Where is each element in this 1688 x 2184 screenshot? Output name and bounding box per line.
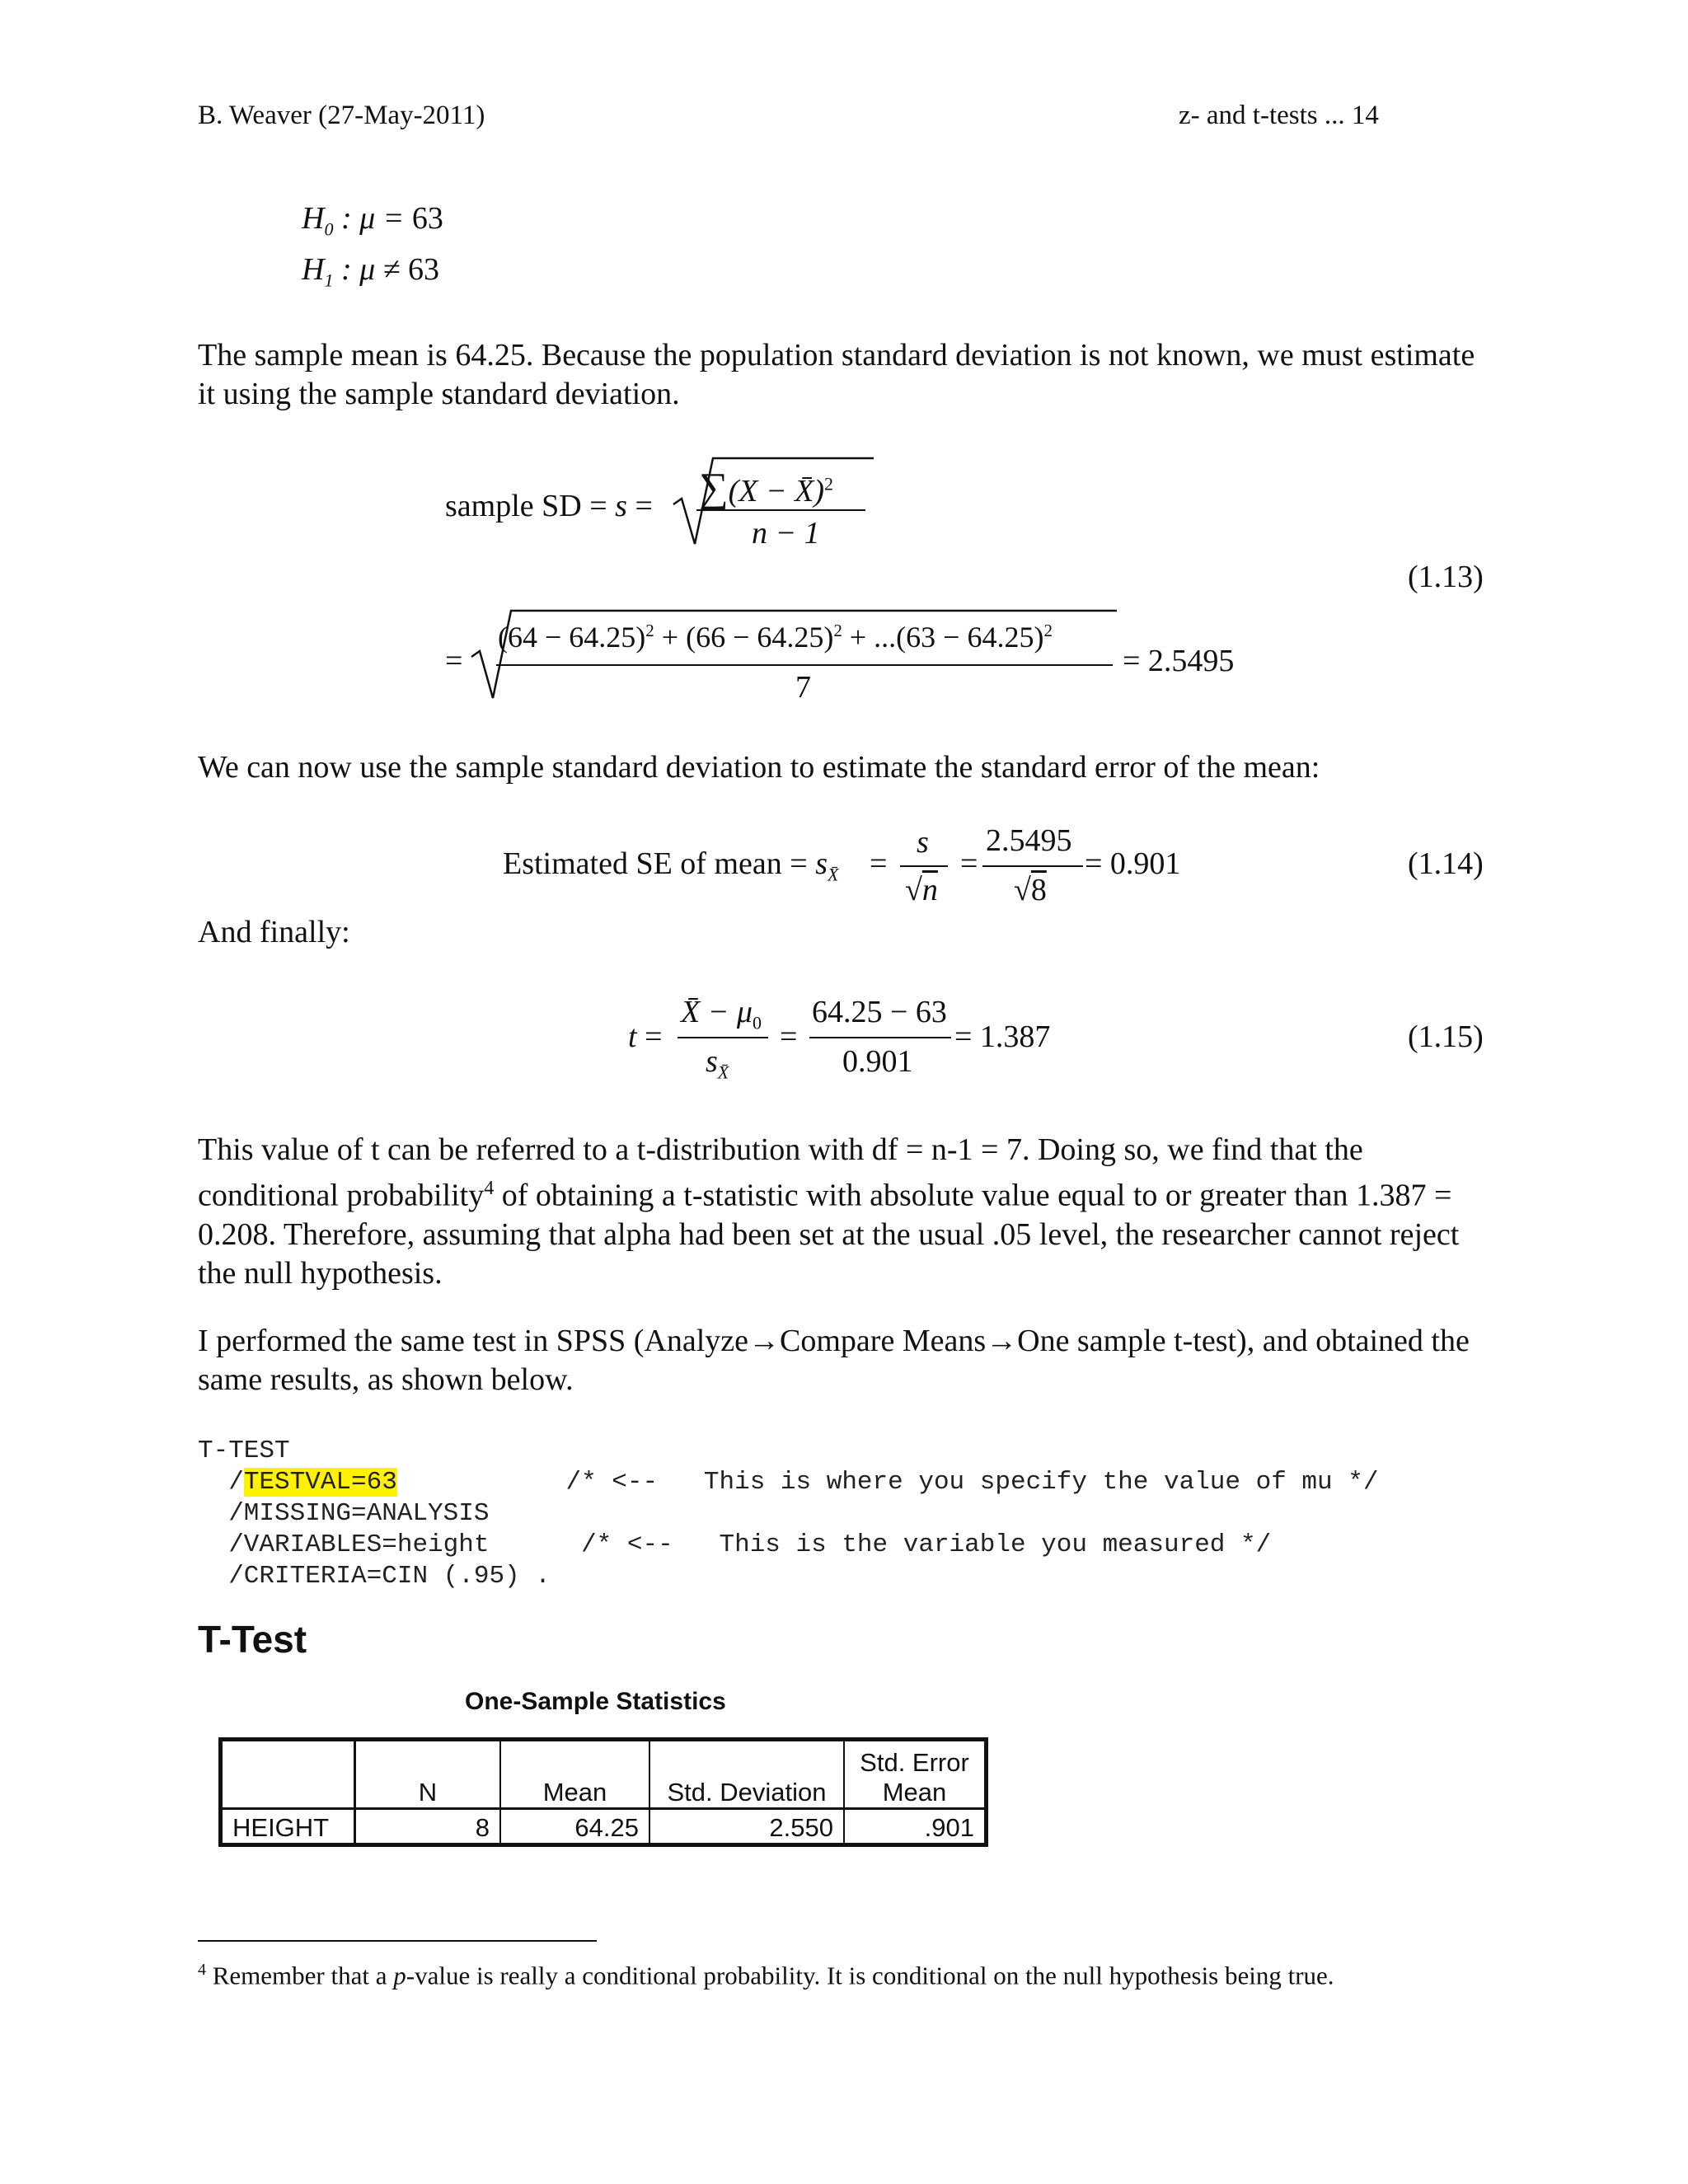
table-cell: 2.550: [649, 1809, 844, 1845]
syntax-line: /TESTVAL=63 /* <-- This is where you specify the value of mu */: [198, 1468, 1379, 1497]
fraction-bar: [496, 664, 1113, 666]
equals-sign: =: [780, 1019, 798, 1054]
testval-highlight: TESTVAL=63: [243, 1468, 397, 1497]
eq-1-15-frac2-den: 0.901: [842, 1044, 913, 1079]
equals-sign: =: [870, 846, 888, 881]
footnote: $^4$ Remember that a p-value is really a conditional probability. It is conditional on the null hypothesis being true.: [198, 1961, 1334, 1990]
footnote-rule: [198, 1940, 597, 1942]
fraction-bar: [678, 1037, 768, 1038]
eq-1-14-result: = 0.901: [1085, 846, 1181, 881]
syntax-line: T-TEST: [198, 1436, 290, 1465]
paragraph-sample-mean: The sample mean is 64.25. Because the population standard deviation is not known, we must estimate it using the sample standard deviation.: [198, 338, 1475, 411]
syntax-line: /VARIABLES=height /* <-- This is the variable you measured */: [198, 1530, 1272, 1559]
table-row: [221, 1809, 987, 1845]
eq-1-14-frac1-den: √n: [905, 873, 938, 907]
eq-1-14-frac1-num: s: [917, 825, 929, 860]
table-header-cell: N: [355, 1740, 501, 1809]
table-cell: 64.25: [500, 1809, 649, 1845]
eq-1-13-line2-numerator: $(64 - 64.25)^2 + (66 - 64.25)^2 + ...(63 - 64.25)^2$: [498, 621, 1053, 654]
equals-sign: =: [960, 846, 978, 881]
table-cell: .901: [844, 1809, 987, 1845]
paragraph-interpretation: This value of t can be referred to a t-distribution with df = n-1 = 7. Doing so, we find that the conditional probability$^4$ of obtaining a t-statistic with absolute value equal to or greater than 1.387 = 0.208. Therefore, assuming that alpha had been set at the usual .05 level, the researcher cannot reject the null hypothesis.: [198, 1132, 1460, 1291]
table-header-cell: Std. Deviation: [649, 1740, 844, 1809]
equation-number-1-15: (1.15): [1408, 1019, 1484, 1054]
paragraph-and-finally: And finally:: [198, 915, 350, 949]
eq-1-13-lhs: sample SD = s =: [445, 489, 653, 523]
eq-1-14-frac2-num: 2.5495: [986, 823, 1072, 858]
null-hypothesis: $H_0$ : μ = 63: [302, 201, 443, 240]
eq-1-15-lhs: t =: [628, 1019, 663, 1054]
paragraph-spss: I performed the same test in SPSS (Analyze→Compare Means→One sample t-test), and obtained the same results, as shown below.: [198, 1324, 1470, 1397]
table-cell: 8: [355, 1809, 501, 1845]
table-header-cell: Mean: [500, 1740, 649, 1809]
alternative-hypothesis: $H_1$ : μ ≠ 63: [302, 252, 440, 291]
eq-1-13-numerator: ∑(X − X̄)$^2$: [699, 464, 834, 510]
fraction-bar: [900, 865, 948, 867]
eq-1-14-frac2-den: √8: [1014, 873, 1047, 907]
eq-1-15-frac1-num: X̄ − $\mu_0$: [681, 995, 762, 1033]
ttest-heading: T-Test: [198, 1618, 307, 1661]
syntax-line: /CRITERIA=CIN (.95) .: [198, 1562, 551, 1591]
fraction-bar: [982, 865, 1083, 867]
equation-number-1-14: (1.14): [1408, 846, 1484, 881]
equation-number-1-13: (1.13): [1408, 560, 1484, 594]
fraction-bar: [696, 509, 865, 511]
eq-1-13-result: = 2.5495: [1123, 644, 1235, 678]
page-header-right: z- and t-tests ... 14: [1179, 101, 1379, 130]
eq-1-15-result: = 1.387: [954, 1019, 1051, 1054]
page-header-left: B. Weaver (27-May-2011): [198, 101, 485, 130]
spss-syntax-block: [198, 1436, 1378, 1592]
paragraph-standard-error: We can now use the sample standard deviation to estimate the standard error of the mean:: [198, 750, 1320, 785]
table-header-row: [221, 1740, 987, 1809]
table-header-cell: Std. Error Mean: [844, 1740, 987, 1809]
eq-1-14-lhs: Estimated SE of mean = $s_{X̄}$: [503, 846, 839, 885]
table-header-cell: [221, 1740, 355, 1809]
eq-1-15-frac1-den: $s_{X̄}$: [706, 1044, 729, 1083]
syntax-line: /MISSING=ANALYSIS: [198, 1499, 490, 1528]
eq-1-13-line2-denominator: 7: [795, 670, 811, 705]
table-cell: HEIGHT: [221, 1809, 355, 1845]
one-sample-statistics-table: [218, 1737, 988, 1847]
equals-sign: =: [445, 644, 463, 678]
eq-1-15-frac2-num: 64.25 − 63: [812, 995, 947, 1029]
eq-1-13-denominator: n − 1: [752, 516, 820, 551]
fraction-bar: [809, 1037, 951, 1038]
table-title: One-Sample Statistics: [465, 1688, 726, 1715]
